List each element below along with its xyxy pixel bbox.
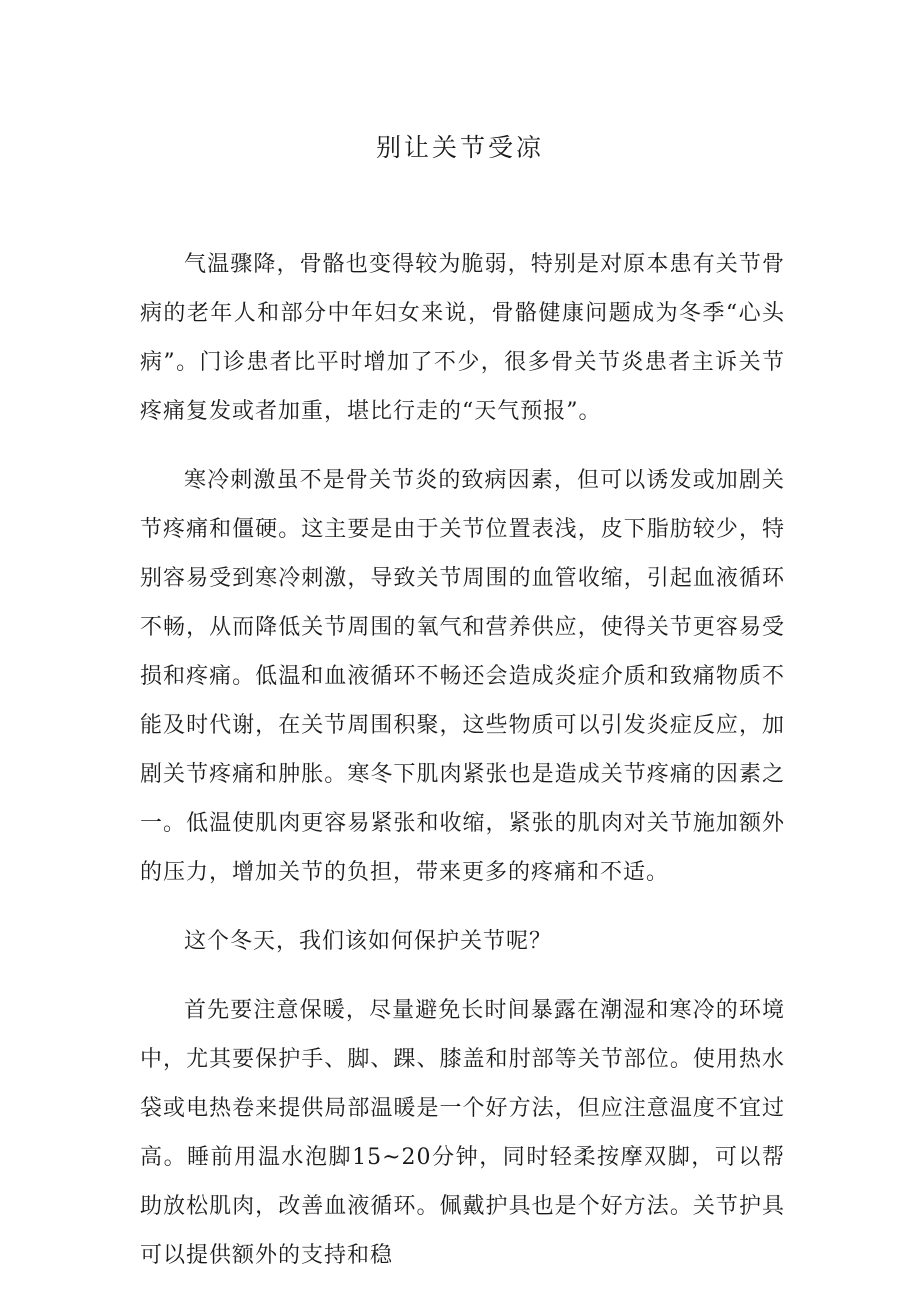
paragraph-advice: 首先要注意保暖，尽量避免长时间暴露在潮湿和寒冷的环境中，尤其要保护手、脚、踝、膝盖和肘部等关节部位。使用热水袋或电热卷来提供局部温暖是一个好方法，但应注意温度不宜过高。睡前用温水泡脚15~20分钟，同时轻柔按摩双脚，可以帮助放松肌肉，改善血液循环。佩戴护具也是个好方法。关节护具可以提供额外的支持和稳 [140, 998, 785, 1268]
paragraph-intro: 气温骤降，骨骼也变得较为脆弱，特别是对原本患有关节骨病的老年人和部分中年妇女来说，骨骼健康问题成为冬季“心头病”。门诊患者比平时增加了不少，很多骨关节炎患者主诉关节疼痛复发或者加重，堪比行走的“天气预报”。 [140, 252, 785, 424]
paragraph-cause: 寒冷刺激虽不是骨关节炎的致病因素，但可以诱发或加剧关节疼痛和僵硬。这主要是由于关节位置表浅，皮下脂肪较少，特别容易受到寒冷刺激，导致关节周围的血管收缩，引起血液循环不畅，从而降低关节周围的氧气和营养供应，使得关节更容易受损和疼痛。低温和血液循环不畅还会造成炎症介质和致痛物质不能及时代谢，在关节周围积聚，这些物质可以引发炎症反应，加剧关节疼痛和肿胀。寒冬下肌肉紧张也是造成关节疼痛的因素之一。低温使肌肉更容易紧张和收缩，紧张的肌肉对关节施加额外的压力，增加关节的负担，带来更多的疼痛和不适。 [140, 468, 785, 885]
document-body [140, 240, 785, 1300]
paragraph-question: 这个冬天，我们该如何保护关节呢？ [184, 929, 553, 954]
document-title: 别让关节受凉 [375, 133, 544, 162]
